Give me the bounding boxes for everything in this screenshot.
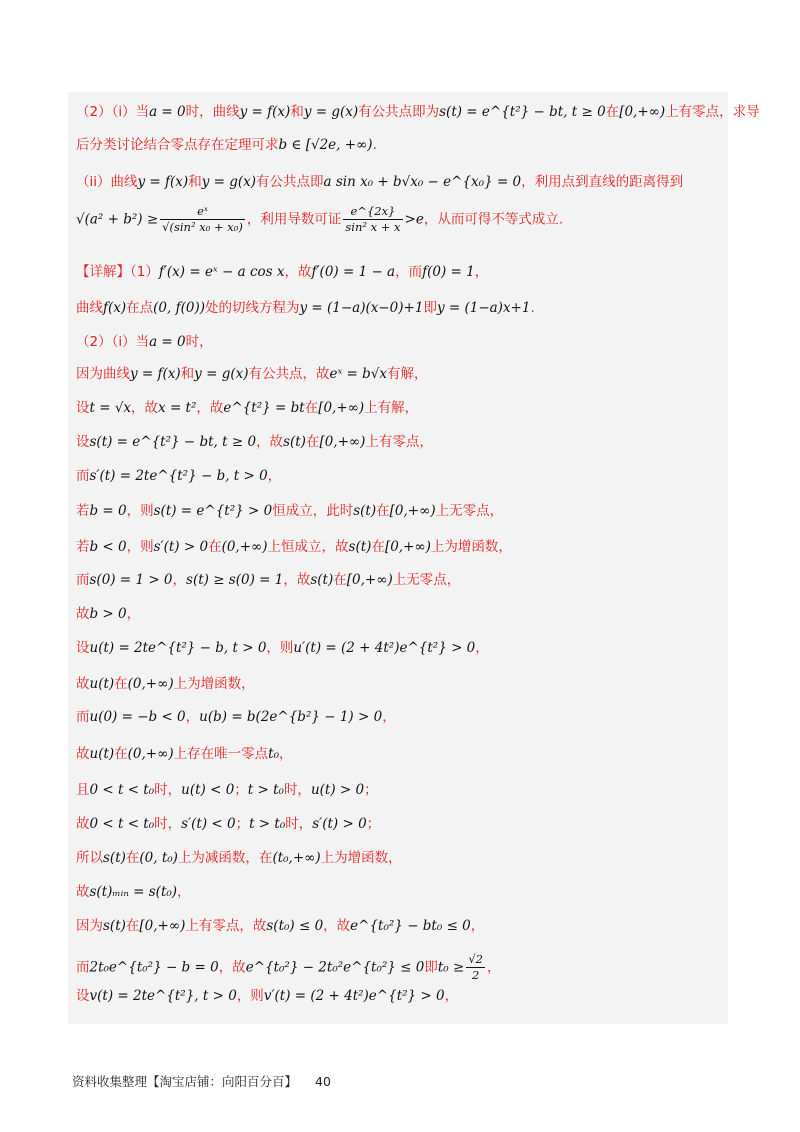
math-expression: s(0) = 1 > 0 — [89, 572, 173, 588]
math-expression: s′(t) < 0 — [181, 816, 236, 832]
math-expression: y = (1−a)x+1 — [436, 300, 531, 316]
math-expression: (0,+∞) — [127, 676, 174, 692]
solution-line — [76, 604, 720, 624]
math-expression: s′(t) > 0 — [153, 539, 209, 555]
math-expression: [0,+∞) — [384, 539, 431, 555]
math-expression: s(t) = e^{t²} > 0 — [153, 503, 273, 519]
math-expression: s(t) — [103, 918, 126, 934]
solution-line — [76, 848, 720, 868]
text-segment: 设 — [76, 640, 90, 656]
solution-line — [76, 364, 720, 384]
text-segment: 若 — [76, 503, 90, 519]
fraction-denominator: 2 — [471, 968, 480, 982]
text-segment: ，则 — [236, 988, 264, 1004]
math-expression: [0,+∞) — [619, 104, 666, 120]
math-expression: y = (1−a)(x−0)+1 — [299, 300, 424, 316]
solution-line — [76, 814, 720, 834]
text-segment: 和 — [188, 174, 202, 190]
text-segment: 故 — [76, 816, 90, 832]
solution-line — [76, 135, 720, 155]
text-segment: 上无零点， — [435, 503, 504, 519]
math-expression: s′(t) = 2te^{t²} − b, t > 0 — [89, 468, 268, 484]
math-expression: (0,+∞) — [221, 539, 268, 555]
text-segment: 若 — [76, 539, 90, 555]
math-expression: v(t) = 2te^{t²}, t > 0 — [89, 988, 237, 1004]
text-segment: 有公共点即为 — [358, 104, 440, 120]
solution-text-area — [68, 92, 760, 1024]
math-expression: y = f(x) — [239, 104, 291, 120]
text-segment: 在 — [208, 539, 222, 555]
math-expression: s(t) — [353, 503, 377, 519]
text-segment: ，利用点到直线的距离得到 — [521, 174, 684, 190]
text-segment: 曲线 — [76, 300, 103, 316]
math-expression: s(t) — [348, 539, 372, 555]
solution-line — [76, 204, 720, 235]
solution-line — [76, 952, 720, 983]
math-expression: a = 0 — [149, 104, 186, 120]
text-segment: 上恒成立，故 — [267, 539, 349, 555]
text-segment: 故 — [76, 676, 90, 692]
math-expression: y = f(x) — [130, 366, 181, 382]
text-segment: 有公共点，故 — [248, 366, 330, 382]
text-segment: 后分类讨论结合零点存在定理可求 — [76, 137, 279, 153]
text-segment: 故 — [76, 884, 90, 900]
solution-line — [76, 332, 720, 352]
text-segment: 有解， — [387, 366, 428, 382]
math-expression: [0,+∞) — [318, 400, 365, 416]
text-segment: 时， — [285, 816, 313, 832]
text-segment: 上为增函数， — [173, 676, 255, 692]
text-segment: 和 — [290, 104, 304, 120]
text-segment: 即 — [424, 959, 438, 976]
text-segment: 时，曲线 — [185, 104, 240, 120]
text-segment: ， — [278, 746, 293, 762]
math-expression: s(t) = e^{t²} − bt, t ≥ 0 — [89, 434, 257, 450]
text-segment: 设 — [76, 434, 90, 450]
math-expression: a = 0 — [149, 334, 186, 350]
math-expression: y = f(x) — [137, 174, 189, 190]
text-segment: 在 — [125, 918, 140, 934]
text-segment: ， — [172, 572, 187, 588]
math-expression: (0, f(0)) — [153, 300, 205, 316]
text-segment: 而 — [76, 572, 90, 588]
math-expression: e^{t²} = bt — [223, 400, 305, 416]
text-segment: 设 — [76, 400, 90, 416]
math-fraction — [343, 204, 402, 235]
math-expression: f′(0) = 1 − a — [311, 264, 396, 280]
text-segment: 上无零点， — [392, 572, 461, 588]
text-segment: 在 — [114, 676, 128, 692]
page-number: 40 — [315, 1074, 331, 1089]
solution-line — [76, 102, 760, 122]
text-segment: 时， — [283, 782, 311, 798]
math-expression: e^{t₀²} − 2t₀²e^{t₀²} ≤ 0 — [245, 959, 425, 976]
math-expression: f(0) = 1 — [422, 264, 475, 280]
solution-line — [76, 744, 720, 764]
text-segment: 恒成立，此时 — [272, 503, 354, 519]
text-segment: 在 — [305, 434, 320, 450]
text-segment: 上有零点，故 — [185, 918, 267, 934]
text-segment: 在 — [114, 746, 128, 762]
math-expression: u(t) = 2te^{t²} − b, t > 0 — [89, 640, 267, 656]
math-expression: x = t² — [158, 400, 197, 416]
text-segment: ， — [470, 918, 485, 934]
math-expression: s(t) — [283, 434, 306, 450]
text-segment: 在 — [333, 572, 347, 588]
math-expression: [0,+∞) — [139, 918, 186, 934]
math-expression: u(t) < 0 — [181, 782, 235, 798]
solution-line — [76, 916, 720, 936]
math-expression: a sin x₀ + b√x₀ − e^{x₀} = 0 — [323, 174, 522, 190]
text-segment: 在 — [304, 400, 319, 416]
text-segment: ， — [475, 640, 489, 656]
text-segment: 时， — [154, 782, 182, 798]
text-segment: 在 — [376, 503, 390, 519]
solution-line — [76, 707, 720, 727]
math-expression: s(t)ₘᵢₙ = s(t₀) — [89, 884, 178, 900]
text-segment: ，故 — [283, 572, 311, 588]
solution-line — [76, 262, 720, 282]
text-segment: ，故 — [284, 264, 312, 280]
text-segment: 有公共点即 — [256, 174, 324, 190]
text-segment: 即 — [423, 300, 437, 316]
solution-line — [76, 298, 720, 318]
solution-line — [76, 986, 720, 1006]
footer-source-text: 资料收集整理【淘宝店铺：向阳百分百】 — [72, 1074, 298, 1089]
math-expression: f(x) — [103, 300, 127, 316]
text-segment: ，而 — [395, 264, 423, 280]
math-expression: f′(x) = eˣ − a cos x — [158, 264, 285, 280]
math-expression: 0 < t < t₀ — [89, 782, 155, 798]
text-segment: ，则 — [126, 503, 154, 519]
math-expression: u′(t) = (2 + 4t²)e^{t²} > 0 — [293, 640, 476, 656]
text-segment: 且 — [76, 782, 90, 798]
math-expression: [0,+∞) — [346, 572, 393, 588]
text-segment: 上为减函数，在 — [177, 850, 273, 866]
math-expression: t₀ — [268, 746, 279, 762]
text-segment: 故 — [76, 606, 90, 622]
text-segment: 【详解】（1） — [76, 264, 159, 280]
math-expression: b ∈ [√2e, +∞) — [278, 137, 373, 153]
text-segment: 而 — [76, 959, 90, 976]
math-expression: t = √x — [89, 400, 132, 416]
math-expression: s(t) — [310, 572, 334, 588]
text-segment: 上为增函数， — [430, 539, 512, 555]
math-expression: s′(t) > 0 — [312, 816, 367, 832]
math-expression: (0,+∞) — [127, 746, 174, 762]
math-expression: b > 0 — [89, 606, 127, 622]
solution-line — [76, 570, 720, 590]
text-segment: ，故 — [196, 400, 224, 416]
text-segment: 上有解， — [364, 400, 419, 416]
text-segment: 上为增函数， — [320, 850, 402, 866]
solution-line — [76, 674, 720, 694]
text-segment: ， — [267, 468, 282, 484]
math-expression: (t₀,+∞) — [272, 850, 321, 866]
text-segment: ， — [185, 709, 200, 725]
solution-line — [76, 172, 720, 192]
text-segment: ， — [177, 884, 191, 900]
math-fraction — [466, 952, 485, 983]
text-segment: ，则 — [126, 539, 154, 555]
page-footer — [72, 1072, 331, 1090]
math-expression: u(t) — [89, 676, 115, 692]
math-fraction — [160, 204, 245, 235]
text-segment: ，故 — [131, 400, 159, 416]
text-segment: （ii）曲线 — [76, 174, 138, 190]
text-segment: ，故 — [218, 959, 246, 976]
fraction-numerator: e^{2x} — [343, 204, 402, 220]
text-segment: 时， — [154, 816, 182, 832]
text-segment: 所以 — [76, 850, 103, 866]
fraction-numerator: √2 — [468, 952, 483, 966]
fraction-denominator: sin² x + x — [345, 220, 401, 234]
math-expression: eˣ = b√x — [329, 366, 388, 382]
math-expression: y = g(x) — [194, 366, 249, 382]
text-segment: ，故 — [323, 918, 351, 934]
math-expression: [0,+∞) — [319, 434, 366, 450]
text-segment: 在 — [125, 850, 140, 866]
math-expression: u(t) > 0 — [310, 782, 365, 798]
text-segment: 上有零点，求导 — [665, 104, 760, 120]
math-expression: u(0) = −b < 0 — [89, 709, 186, 725]
math-expression: [0,+∞) — [389, 503, 436, 519]
text-segment: ，则 — [266, 640, 294, 656]
text-segment: 而 — [76, 468, 90, 484]
math-expression: b = 0 — [89, 503, 127, 519]
math-expression: 0 < t < t₀ — [89, 816, 155, 832]
fraction-numerator: eˣ — [160, 204, 245, 220]
math-expression: u(b) = b(2e^{b²} − 1) > 0 — [199, 709, 383, 725]
math-expression: v′(t) = (2 + 4t²)e^{t²} > 0 — [263, 988, 445, 1004]
text-segment: ； — [234, 782, 248, 798]
solution-line — [76, 537, 720, 557]
text-segment: ； — [235, 816, 250, 832]
text-segment: . — [372, 137, 377, 153]
text-segment: 上有零点， — [365, 434, 433, 450]
math-expression: y = g(x) — [201, 174, 256, 190]
text-segment: （2）（i）当 — [76, 104, 150, 120]
text-segment: ，故 — [256, 434, 284, 450]
math-expression: >e — [404, 211, 424, 228]
text-segment: ， — [126, 606, 141, 622]
solution-line — [76, 398, 720, 418]
solution-line — [76, 466, 720, 486]
text-segment: . — [530, 300, 535, 316]
math-expression: √(a² + b²) ≥ — [76, 211, 159, 228]
text-segment: 设 — [76, 988, 90, 1004]
math-expression: t₀ ≥ — [437, 959, 465, 976]
text-segment: ，从而可得不等式成立. — [423, 211, 564, 228]
math-expression: t > t₀ — [247, 782, 284, 798]
math-expression: y = g(x) — [303, 104, 359, 120]
math-expression: u(t) — [89, 746, 115, 762]
math-expression: 2t₀e^{t₀²} − b = 0 — [89, 959, 219, 976]
text-segment: （2）（i）当 — [76, 334, 150, 350]
math-expression: t > t₀ — [249, 816, 286, 832]
math-expression: s(t) — [103, 850, 126, 866]
text-segment: ； — [366, 816, 381, 832]
solution-line — [76, 501, 720, 521]
text-segment: ， — [382, 709, 396, 725]
text-segment: 在 — [371, 539, 385, 555]
text-segment: ， — [474, 264, 489, 280]
text-segment: 和 — [180, 366, 195, 382]
fraction-denominator: √(sin² x₀ + x₀) — [162, 220, 243, 234]
text-segment: 在点 — [126, 300, 154, 316]
text-segment: ， — [486, 959, 501, 976]
text-segment: 因为 — [76, 918, 103, 934]
math-expression: (0, t₀) — [139, 850, 178, 866]
text-segment: 因为曲线 — [76, 366, 130, 382]
text-segment: ，利用导数可证 — [246, 211, 342, 228]
text-segment: ， — [444, 988, 459, 1004]
math-expression: s(t) = e^{t²} − bt, t ≥ 0 — [439, 104, 606, 120]
solution-line — [76, 638, 720, 658]
text-segment: 时， — [185, 334, 213, 350]
math-expression: e^{t₀²} − bt₀ ≤ 0 — [350, 918, 471, 934]
text-segment: ； — [364, 782, 378, 798]
math-expression: s(t) ≥ s(0) = 1 — [186, 572, 284, 588]
text-segment: 故 — [76, 746, 90, 762]
math-expression: b < 0 — [89, 539, 127, 555]
text-segment: 上存在唯一零点 — [173, 746, 269, 762]
solution-line — [76, 882, 720, 902]
text-segment: 而 — [76, 709, 90, 725]
solution-line — [76, 432, 720, 452]
math-expression: s(t₀) ≤ 0 — [266, 918, 324, 934]
solution-line — [76, 780, 720, 800]
text-segment: 在 — [605, 104, 620, 120]
text-segment: 处的切线方程为 — [204, 300, 300, 316]
